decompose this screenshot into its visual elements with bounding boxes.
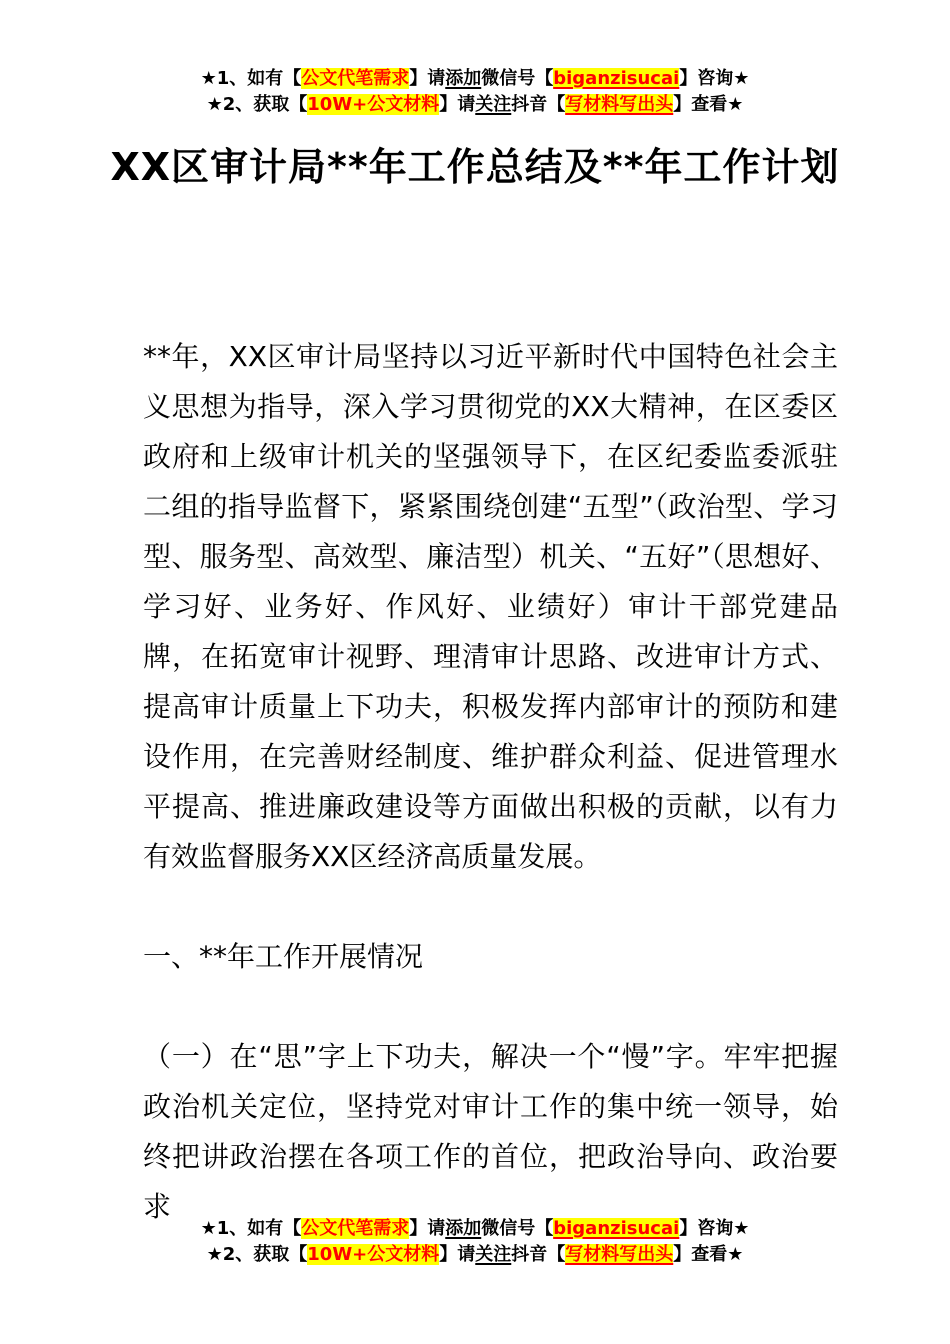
highlighted-keyword: 公文代笔需求 [301,1218,410,1239]
paragraph-intro: **年，XX区审计局坚持以习近平新时代中国特色社会主义思想为指导，深入学习贯彻党的XX大精神，在区委区政府和上级审计机关的坚强领导下，在区纪委监委派驻二组的指导监督下，紧紧围绕创建“五型”（政治型、学习型、服务型、高效型、廉洁型）机关、“五好”（思想好、学习好、业务好、作风好、业绩好）审计干部党建品牌，在拓宽审计视野、理清审计思路、改进审计方式、提高审计质量上下功夫，积极发挥内部审计的预防和建设作用，在完善财经制度、维护群众利益、促进管理水平提高、推进廉政建设等方面做出积极的贡献，以有力有效监督服务XX区经济高质量发展。 [143,340,838,873]
promo-text: ★1、如有【 [200,1218,302,1239]
promo-banner-footer [0,1216,950,1268]
section-heading: 一、**年工作开展情况 [143,940,424,973]
underlined-word: 关注 [475,94,512,115]
underlined-word: 添加 [445,68,482,89]
promo-text: 】请 [409,1218,446,1239]
promo-banner-header [0,0,950,118]
promo-text: 微信号【 [481,68,554,89]
promo-header-line-1 [0,66,950,92]
document-title: XX区审计局**年工作总结及**年工作计划 [110,145,840,189]
promo-text: 抖音【 [511,1244,566,1265]
underlined-word: 添加 [445,1218,482,1239]
promo-text: 】请 [439,1244,476,1265]
promo-text: ★1、如有【 [200,68,302,89]
douyin-id-highlight: 写材料写出头 [565,1244,674,1265]
promo-header-line-2 [0,92,950,118]
promo-footer-line-2 [0,1242,950,1268]
highlighted-keyword: 10W+公文材料 [307,1244,440,1265]
promo-text: 】咨询★ [679,68,750,89]
wechat-id-highlight: biganzisucai [553,1218,680,1239]
promo-text: 】请 [439,94,476,115]
underlined-word: 关注 [475,1244,512,1265]
document-body [143,332,838,1232]
paragraph-section-1: （一）在“思”字上下功夫，解决一个“慢”字。牢牢把握政治机关定位，坚持党对审计工作的集中统一领导，始终把讲政治摆在各项工作的首位，把政治导向、政治要求 [143,1040,838,1223]
promo-text: 微信号【 [481,1218,554,1239]
promo-text: 】查看★ [673,94,744,115]
promo-footer-line-1 [0,1216,950,1242]
highlighted-keyword: 公文代笔需求 [301,68,410,89]
douyin-id-highlight: 写材料写出头 [565,94,674,115]
promo-text: 】咨询★ [679,1218,750,1239]
promo-text: 】查看★ [673,1244,744,1265]
promo-text: 】请 [409,68,446,89]
highlighted-keyword: 10W+公文材料 [307,94,440,115]
promo-text: ★2、获取【 [206,94,308,115]
promo-text: ★2、获取【 [206,1244,308,1265]
wechat-id-highlight: biganzisucai [553,68,680,89]
promo-text: 抖音【 [511,94,566,115]
